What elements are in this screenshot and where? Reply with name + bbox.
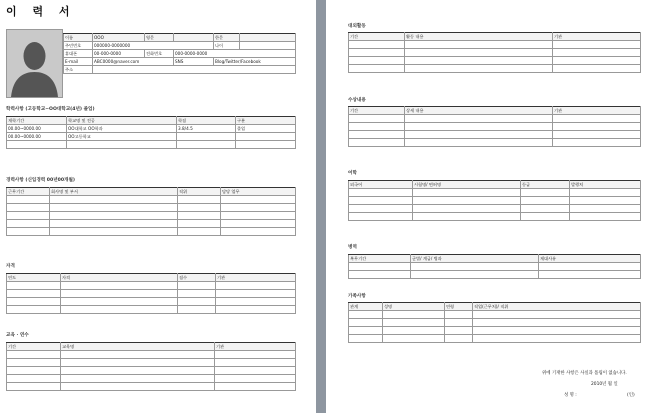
languages-column-header: 외국어 [349, 181, 413, 189]
activities-column-header: 기간 [349, 33, 405, 41]
education-cell[interactable]: 졸업 [236, 125, 296, 133]
family-cell[interactable] [383, 327, 445, 335]
languages-cell[interactable] [413, 205, 521, 213]
training-cell[interactable] [215, 351, 296, 359]
phone-label: 전화번호 [145, 50, 174, 58]
awards-cell[interactable] [349, 115, 405, 123]
languages-cell[interactable] [570, 205, 641, 213]
career-heading: 경력사항 (신입경력 00년00개월) [6, 178, 75, 183]
career-cell[interactable] [50, 196, 178, 204]
table-row [349, 131, 641, 139]
id-number-value[interactable]: 000000-0000000 [93, 42, 214, 50]
languages-cell[interactable] [349, 189, 413, 197]
languages-cell[interactable] [349, 205, 413, 213]
languages-cell[interactable] [521, 189, 570, 197]
awards-column-header: 상세 내용 [405, 107, 553, 115]
table-row [349, 311, 641, 319]
cert-cell[interactable] [7, 298, 61, 306]
sns-label: SNS [174, 58, 214, 66]
table-row [349, 335, 641, 343]
career-column-header: 직위 [178, 188, 221, 196]
cert-cell[interactable] [61, 290, 178, 298]
table-row [7, 375, 296, 383]
military-heading: 병역 [348, 245, 357, 250]
table-row [349, 41, 641, 49]
table-row [7, 125, 296, 133]
career-cell[interactable] [178, 212, 221, 220]
table-row [349, 139, 641, 147]
awards-column-header: 기간 [349, 107, 405, 115]
family-cell[interactable] [445, 335, 473, 343]
military-column-header: 복무기간 [349, 255, 411, 263]
family-cell[interactable] [473, 319, 641, 327]
languages-column-header: 시험명/ 면허명 [413, 181, 521, 189]
awards-cell[interactable] [405, 115, 553, 123]
languages-column-header: 등급 [521, 181, 570, 189]
family-cell[interactable] [349, 311, 383, 319]
military-column-header: 제대사유 [539, 255, 641, 263]
activities-header-row [349, 33, 641, 41]
activities-column-header: 활동 내용 [405, 33, 553, 41]
career-table [6, 187, 296, 236]
education-column-header: 재학기간 [7, 117, 67, 125]
training-cell[interactable] [215, 375, 296, 383]
languages-cell[interactable] [413, 213, 521, 221]
training-header-row [7, 343, 296, 351]
family-cell[interactable] [349, 327, 383, 335]
activities-column-header: 기관 [553, 33, 641, 41]
activities-cell[interactable] [405, 49, 553, 57]
table-row [349, 65, 641, 73]
career-cell[interactable] [178, 228, 221, 236]
family-cell[interactable] [445, 327, 473, 335]
education-heading: 학력사항 (고등학교~OO대학교(4년) 졸업) [6, 107, 95, 112]
cert-cell[interactable] [216, 306, 296, 314]
cert-cell[interactable] [178, 290, 216, 298]
cert-cell[interactable] [7, 306, 61, 314]
education-column-header: 학교명 및 전공 [67, 117, 177, 125]
education-column-header: 구분 [236, 117, 296, 125]
english-name-label: 영문 [145, 34, 174, 42]
languages-cell[interactable] [570, 197, 641, 205]
career-cell[interactable] [50, 220, 178, 228]
training-cell[interactable] [7, 383, 61, 391]
family-column-header: 직업(근무처)/ 직위 [473, 303, 641, 311]
table-row [7, 220, 296, 228]
table-row [349, 213, 641, 221]
table-row [7, 133, 296, 141]
certification-statement: 위에 기재한 사항은 사실과 틀림이 없습니다. [542, 371, 627, 376]
table-row [7, 290, 296, 298]
career-cell[interactable] [7, 212, 50, 220]
family-cell[interactable] [349, 335, 383, 343]
table-row [349, 263, 641, 271]
training-cell[interactable] [61, 383, 215, 391]
language-table [348, 180, 641, 221]
military-column-header: 군별/ 계급/ 병과 [411, 255, 539, 263]
training-cell[interactable] [7, 375, 61, 383]
education-column-header: 학점 [177, 117, 236, 125]
mobile-label: 휴대폰 [64, 50, 93, 58]
military-cell[interactable] [349, 263, 411, 271]
address-label: 주소 [64, 66, 93, 74]
career-cell[interactable] [50, 204, 178, 212]
cert-cell[interactable] [7, 290, 61, 298]
training-cell[interactable] [61, 367, 215, 375]
career-cell[interactable] [221, 196, 296, 204]
military-header-row [349, 255, 641, 263]
activities-cell[interactable] [553, 65, 641, 73]
family-cell[interactable] [349, 319, 383, 327]
family-heading: 가족사항 [348, 294, 366, 299]
cert-column-header: 기관 [216, 274, 296, 282]
cert-cell[interactable] [178, 282, 216, 290]
activities-cell[interactable] [405, 57, 553, 65]
cert-cell[interactable] [216, 282, 296, 290]
sns-value[interactable]: Blog/Twitter/Facebook [214, 58, 296, 66]
awards-cell[interactable] [553, 131, 641, 139]
awards-cell[interactable] [405, 131, 553, 139]
training-table [6, 342, 296, 391]
awards-header-row [349, 107, 641, 115]
family-cell[interactable] [383, 319, 445, 327]
education-cell[interactable]: OO고등학교 [67, 133, 177, 141]
family-column-header: 연령 [445, 303, 473, 311]
languages-cell[interactable] [570, 213, 641, 221]
awards-cell[interactable] [553, 123, 641, 131]
career-header-row [7, 188, 296, 196]
activities-cell[interactable] [349, 49, 405, 57]
training-column-header: 기간 [7, 343, 61, 351]
training-cell[interactable] [61, 375, 215, 383]
table-row [349, 205, 641, 213]
education-cell[interactable]: 3.8/4.5 [177, 125, 236, 133]
career-column-header: 회사명 및 부서 [50, 188, 178, 196]
phone-value[interactable]: 000-0000-0000 [174, 50, 296, 58]
signature-date[interactable]: 2010년 월 일 [591, 382, 618, 387]
table-row [7, 298, 296, 306]
awards-cell[interactable] [405, 139, 553, 147]
photo-placeholder [6, 29, 63, 98]
personal-info-table [63, 33, 296, 74]
family-cell[interactable] [473, 311, 641, 319]
education-cell[interactable] [177, 141, 236, 149]
education-cell[interactable] [236, 141, 296, 149]
family-header-row [349, 303, 641, 311]
training-heading: 교육 · 연수 [6, 333, 29, 338]
military-cell[interactable] [411, 271, 539, 279]
education-table [6, 116, 296, 149]
activities-cell[interactable] [553, 49, 641, 57]
awards-cell[interactable] [349, 139, 405, 147]
education-cell[interactable]: 00.00~0000.00 [7, 133, 67, 141]
languages-cell[interactable] [413, 197, 521, 205]
activities-heading: 대외활동 [348, 24, 366, 29]
name-label: 이름 [64, 34, 93, 42]
table-row [7, 306, 296, 314]
table-row [7, 383, 296, 391]
career-cell[interactable] [178, 204, 221, 212]
table-row [7, 282, 296, 290]
activities-cell[interactable] [349, 65, 405, 73]
languages-cell[interactable] [349, 213, 413, 221]
table-row [349, 189, 641, 197]
cert-cell[interactable] [178, 306, 216, 314]
age-label: 나이 [214, 42, 240, 50]
career-cell[interactable] [50, 228, 178, 236]
military-cell[interactable] [411, 263, 539, 271]
awards-cell[interactable] [349, 123, 405, 131]
cert-cell[interactable] [61, 282, 178, 290]
languages-column-header: 발행처 [570, 181, 641, 189]
hanja-name-value[interactable] [240, 34, 296, 42]
table-row [7, 367, 296, 375]
address-value[interactable] [93, 66, 296, 74]
table-row [349, 271, 641, 279]
id-number-label: 주민번호 [64, 42, 93, 50]
awards-table [348, 106, 641, 147]
activities-cell[interactable] [553, 41, 641, 49]
cert-cell[interactable] [7, 282, 61, 290]
language-heading: 어학 [348, 171, 357, 176]
training-cell[interactable] [215, 359, 296, 367]
career-cell[interactable] [7, 196, 50, 204]
family-cell[interactable] [383, 311, 445, 319]
table-row [349, 327, 641, 335]
education-cell[interactable] [236, 133, 296, 141]
table-row [349, 319, 641, 327]
email-label: E-mail [64, 58, 93, 66]
languages-cell[interactable] [521, 205, 570, 213]
activities-cell[interactable] [553, 57, 641, 65]
training-cell[interactable] [215, 367, 296, 375]
hanja-name-label: 한문 [214, 34, 240, 42]
family-cell[interactable] [445, 311, 473, 319]
family-column-header: 성명 [383, 303, 445, 311]
table-row [7, 196, 296, 204]
languages-cell[interactable] [413, 189, 521, 197]
career-column-header: 담당 업무 [221, 188, 296, 196]
military-cell[interactable] [539, 263, 641, 271]
family-cell[interactable] [445, 319, 473, 327]
family-table [348, 302, 641, 343]
activities-table [348, 32, 641, 73]
languages-header-row [349, 181, 641, 189]
family-cell[interactable] [383, 335, 445, 343]
activities-cell[interactable] [405, 41, 553, 49]
career-cell[interactable] [7, 228, 50, 236]
languages-cell[interactable] [349, 197, 413, 205]
signature-label: 성 명 : [564, 393, 577, 398]
cert-cell[interactable] [61, 298, 178, 306]
training-cell[interactable] [7, 367, 61, 375]
table-row [7, 204, 296, 212]
military-cell[interactable] [539, 271, 641, 279]
education-cell[interactable] [177, 133, 236, 141]
family-cell[interactable] [473, 327, 641, 335]
awards-heading: 수상내용 [348, 98, 366, 103]
awards-cell[interactable] [349, 131, 405, 139]
awards-cell[interactable] [553, 139, 641, 147]
resume-page-1 [0, 0, 316, 413]
name-value[interactable]: OOO [93, 34, 145, 42]
table-row [7, 351, 296, 359]
career-cell[interactable] [50, 212, 178, 220]
career-cell[interactable] [178, 196, 221, 204]
career-cell[interactable] [221, 212, 296, 220]
awards-cell[interactable] [553, 115, 641, 123]
table-row [349, 197, 641, 205]
military-cell[interactable] [349, 271, 411, 279]
education-cell[interactable]: OO대학교 OO학과 [67, 125, 177, 133]
languages-cell[interactable] [570, 189, 641, 197]
table-row [349, 115, 641, 123]
languages-cell[interactable] [521, 213, 570, 221]
awards-column-header: 기관 [553, 107, 641, 115]
email-value[interactable]: ABC0000@naver.com [93, 58, 174, 66]
career-cell[interactable] [7, 220, 50, 228]
education-cell[interactable] [67, 141, 177, 149]
person-silhouette-icon [7, 30, 62, 97]
education-header-row [7, 117, 296, 125]
training-cell[interactable] [61, 359, 215, 367]
age-value[interactable] [240, 42, 296, 50]
table-row [349, 57, 641, 65]
cert-column-header: 자격 [61, 274, 178, 282]
activities-cell[interactable] [349, 41, 405, 49]
family-column-header: 관계 [349, 303, 383, 311]
cert-header-row [7, 274, 296, 282]
mobile-value[interactable]: 00-000-0000 [93, 50, 145, 58]
career-cell[interactable] [7, 204, 50, 212]
activities-cell[interactable] [349, 57, 405, 65]
career-cell[interactable] [221, 228, 296, 236]
certificate-table [6, 273, 296, 314]
table-row [7, 228, 296, 236]
cert-column-header: 점수 [178, 274, 216, 282]
table-row [7, 141, 296, 149]
cert-cell[interactable] [216, 290, 296, 298]
training-cell[interactable] [7, 359, 61, 367]
family-cell[interactable] [473, 335, 641, 343]
seal-mark: (인) [627, 393, 635, 398]
certificate-heading: 자격 [6, 264, 15, 269]
training-cell[interactable] [215, 383, 296, 391]
cert-cell[interactable] [216, 298, 296, 306]
document-title: 이 력 서 [6, 5, 76, 18]
career-cell[interactable] [178, 220, 221, 228]
cert-cell[interactable] [178, 298, 216, 306]
activities-cell[interactable] [405, 65, 553, 73]
education-cell[interactable] [7, 141, 67, 149]
career-cell[interactable] [221, 204, 296, 212]
military-table [348, 254, 641, 279]
cert-column-header: 연도 [7, 274, 61, 282]
resume-page-2 [326, 0, 650, 413]
training-column-header: 기관 [215, 343, 296, 351]
career-column-header: 근무기간 [7, 188, 50, 196]
training-cell[interactable] [61, 351, 215, 359]
page-divider [316, 0, 326, 413]
table-row [7, 212, 296, 220]
career-cell[interactable] [221, 220, 296, 228]
table-row [349, 123, 641, 131]
table-row [7, 359, 296, 367]
education-cell[interactable]: 00.00~0000.00 [7, 125, 67, 133]
languages-cell[interactable] [521, 197, 570, 205]
training-column-header: 교육명 [61, 343, 215, 351]
table-row [349, 49, 641, 57]
english-name-value[interactable] [174, 34, 214, 42]
training-cell[interactable] [7, 351, 61, 359]
cert-cell[interactable] [61, 306, 178, 314]
awards-cell[interactable] [405, 123, 553, 131]
